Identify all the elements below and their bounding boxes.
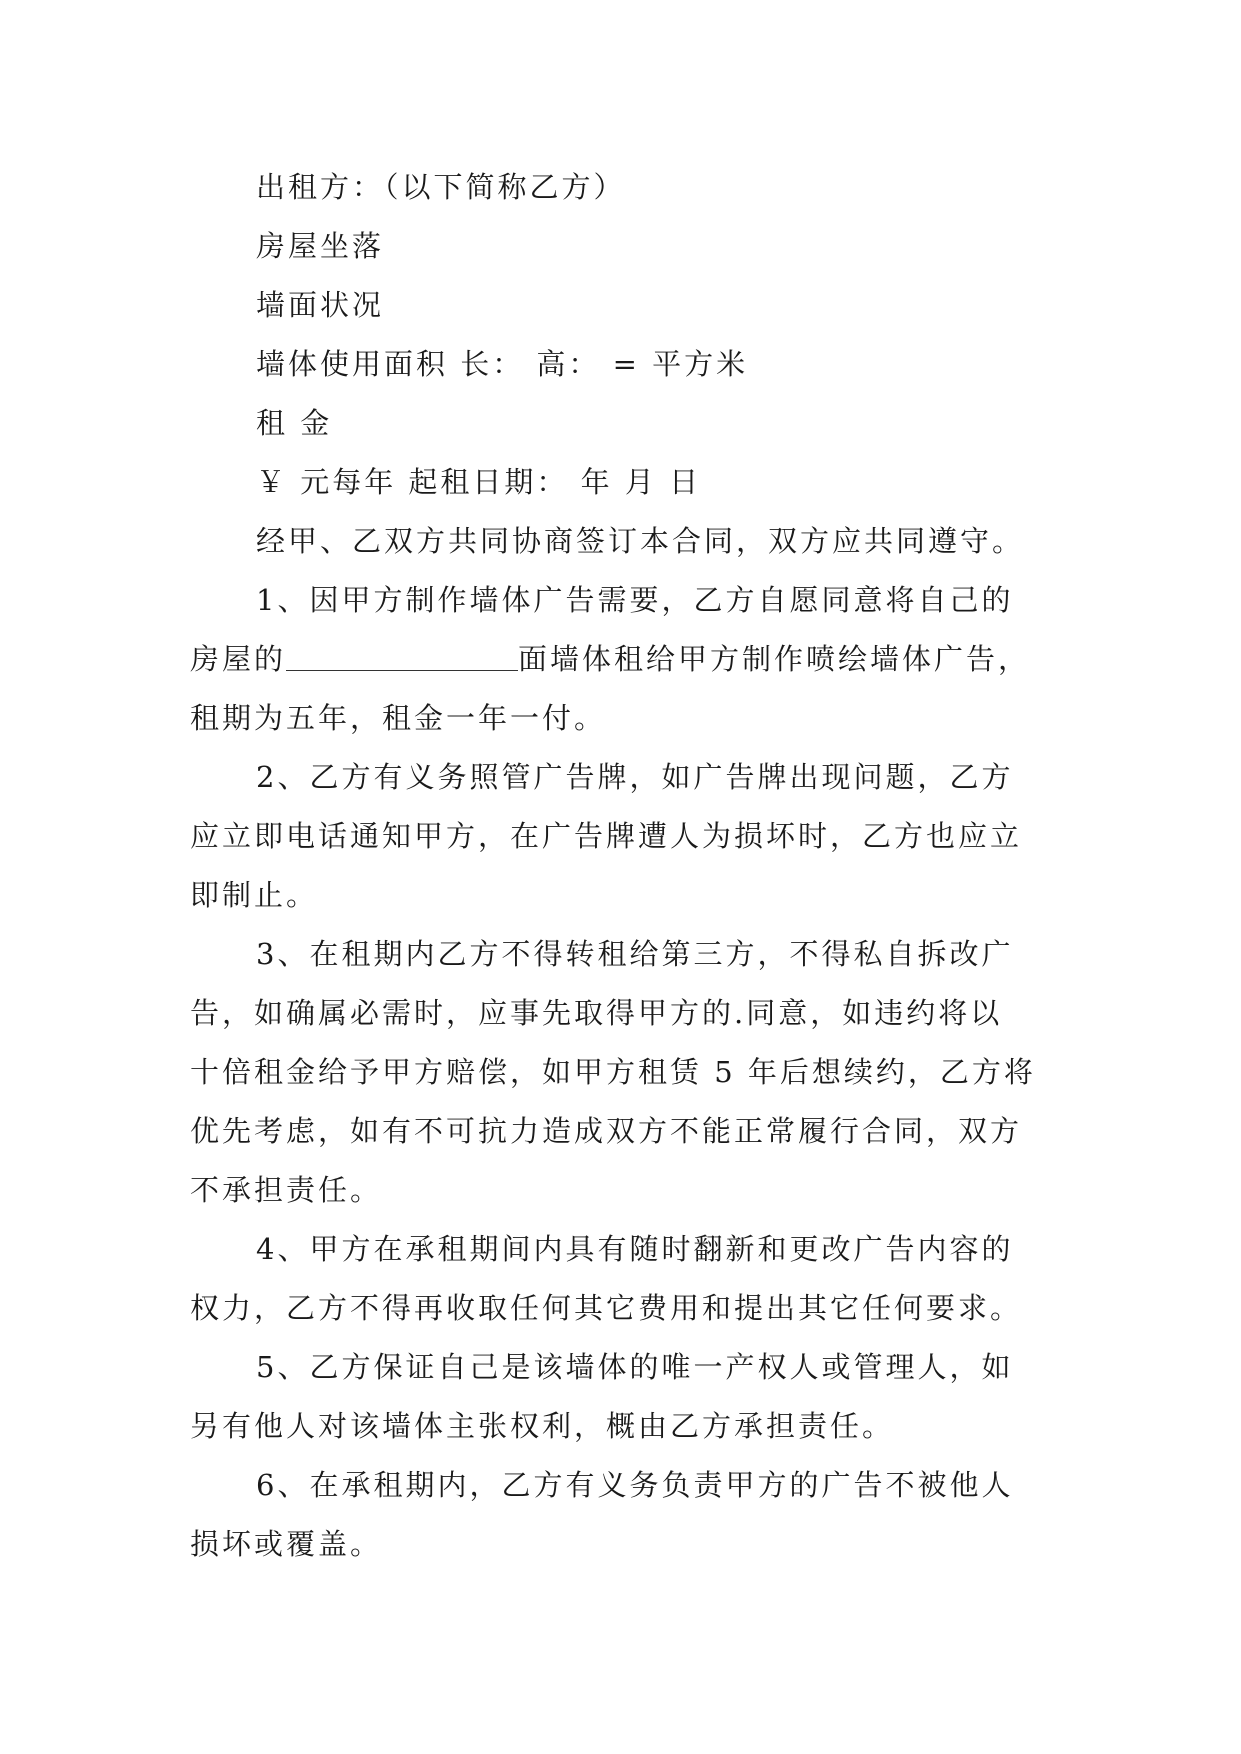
clause-6-line-1: 6、在承租期内，乙方有义务负责甲方的广告不被他人 <box>256 1468 1014 1502</box>
clause-1-text-after-blank: 面墙体租给甲方制作喷绘墙体广告， <box>518 642 1031 676</box>
wall-area-line: 墙体使用面积 长： 高： = 平方米 <box>256 347 749 381</box>
clause-2-line-2: 应立即电话通知甲方，在广告牌遭人为损坏时，乙方也应立 <box>190 819 1023 853</box>
intro-paragraph: 经甲、乙双方共同协商签订本合同，双方应共同遵守。 <box>256 524 1025 558</box>
rent-and-start-date-line: ￥ 元每年 起租日期： 年 月 日 <box>256 465 702 499</box>
lessor-line: 出租方：（以下简称乙方） <box>256 170 626 204</box>
rent-label-line: 租 金 <box>256 406 333 440</box>
clause-5-line-2: 另有他人对该墙体主张权利，概由乙方承担责任。 <box>190 1409 895 1443</box>
clause-3-line-4: 优先考虑，如有不可抗力造成双方不能正常履行合同，双方 <box>190 1114 1023 1148</box>
clause-5-line-1: 5、乙方保证自己是该墙体的唯一产权人或管理人，如 <box>256 1350 1014 1384</box>
clause-4-line-1: 4、甲方在承租期间内具有随时翻新和更改广告内容的 <box>256 1232 1014 1266</box>
clause-3-line-5: 不承担责任。 <box>190 1173 383 1207</box>
clause-1-line-3: 租期为五年，租金一年一付。 <box>190 701 607 735</box>
wall-condition-line: 墙面状况 <box>256 288 385 322</box>
clause-4-line-2: 权力，乙方不得再收取任何其它费用和提出其它任何要求。 <box>190 1291 1023 1325</box>
clause-1-text-before-blank: 房屋的 <box>190 642 287 676</box>
clause-3-line-1: 3、在租期内乙方不得转租给第三方，不得私自拆改广 <box>256 937 1014 971</box>
clause-3-line-3: 十倍租金给予甲方赔偿，如甲方租赁 5 年后想续约，乙方将 <box>190 1055 1036 1089</box>
clause-1-line-1: 1、因甲方制作墙体广告需要，乙方自愿同意将自己的 <box>256 583 1014 617</box>
wall-side-blank <box>286 644 518 671</box>
contract-page <box>190 158 1060 1574</box>
location-line: 房屋坐落 <box>256 229 385 263</box>
clause-1-line-2 <box>190 630 1060 689</box>
clause-3-line-2: 告，如确属必需时，应事先取得甲方的.同意，如违约将以 <box>190 996 1003 1030</box>
clause-2-line-3: 即制止。 <box>190 878 319 912</box>
clause-6-line-2: 损坏或覆盖。 <box>190 1527 383 1561</box>
clause-2-line-1: 2、乙方有义务照管广告牌，如广告牌出现问题，乙方 <box>256 760 1014 794</box>
